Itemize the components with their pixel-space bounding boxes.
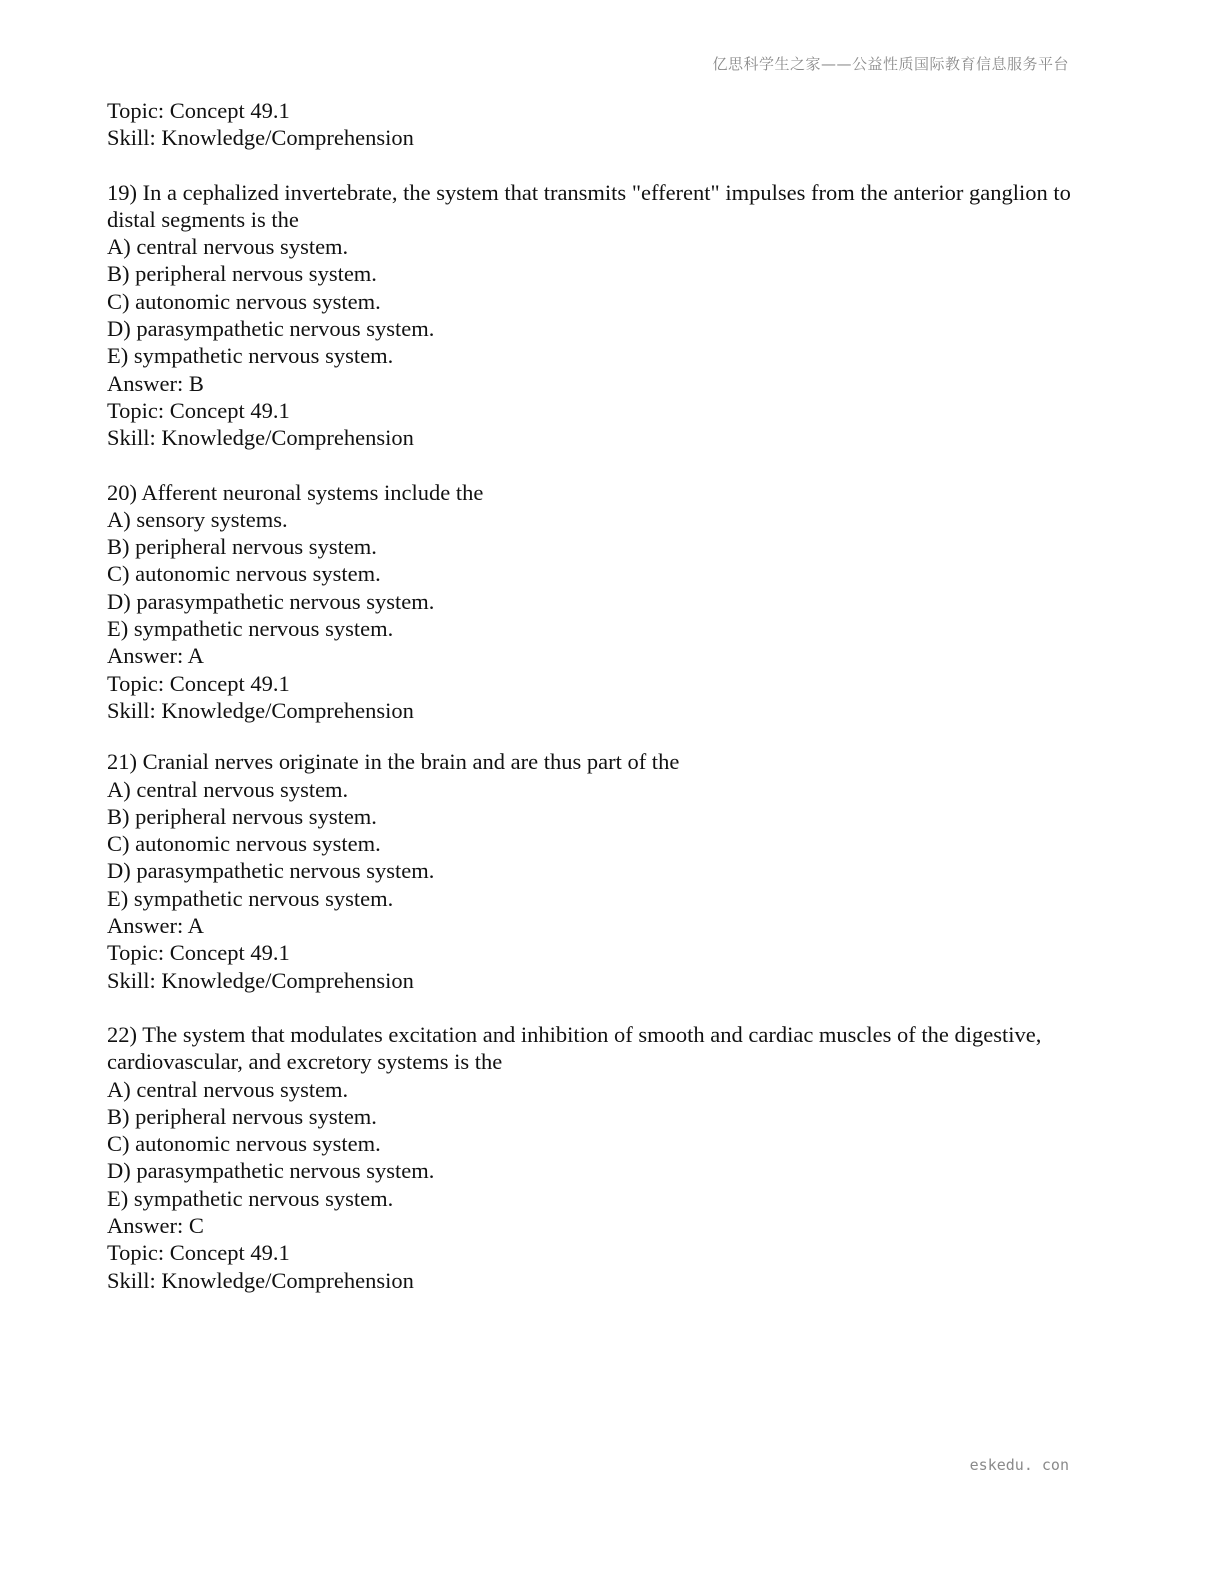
topic-line: Topic: Concept 49.1 bbox=[107, 397, 290, 423]
option-c: C) autonomic nervous system. bbox=[107, 561, 381, 587]
option-b: B) peripheral nervous system. bbox=[107, 1103, 377, 1129]
question-19 bbox=[107, 179, 1117, 452]
option-c: C) autonomic nervous system. bbox=[107, 831, 381, 857]
option-c: C) autonomic nervous system. bbox=[107, 288, 381, 314]
question-stem: 19) In a cephalized invertebrate, the system that transmits "efferent" impulses from the anterior ganglion to distal segments is the bbox=[107, 179, 1071, 232]
topic-line: Topic: Concept 49.1 bbox=[107, 98, 290, 123]
option-a: A) central nervous system. bbox=[107, 234, 349, 260]
option-b: B) peripheral nervous system. bbox=[107, 803, 377, 829]
skill-line: Skill: Knowledge/Comprehension bbox=[107, 967, 414, 993]
topic-line: Topic: Concept 49.1 bbox=[107, 670, 290, 696]
option-b: B) peripheral nervous system. bbox=[107, 534, 377, 560]
question-stem: 20) Afferent neuronal systems include the bbox=[107, 479, 484, 505]
option-a: A) sensory systems. bbox=[107, 506, 288, 532]
footer-watermark: eskedu. con bbox=[969, 1456, 1069, 1474]
skill-line: Skill: Knowledge/Comprehension bbox=[107, 697, 414, 723]
option-d: D) parasympathetic nervous system. bbox=[107, 858, 435, 884]
answer-line: Answer: C bbox=[107, 1212, 204, 1238]
header-watermark: 亿思科学生之家——公益性质国际教育信息服务平台 bbox=[712, 55, 1069, 73]
skill-line: Skill: Knowledge/Comprehension bbox=[107, 425, 414, 451]
question-21 bbox=[107, 748, 1117, 994]
skill-line: Skill: Knowledge/Comprehension bbox=[107, 1267, 414, 1293]
answer-line: Answer: A bbox=[107, 643, 204, 669]
option-a: A) central nervous system. bbox=[107, 1076, 349, 1102]
document-body bbox=[107, 97, 1117, 1321]
option-e: E) sympathetic nervous system. bbox=[107, 343, 394, 369]
option-e: E) sympathetic nervous system. bbox=[107, 1185, 394, 1211]
topic-line: Topic: Concept 49.1 bbox=[107, 1240, 290, 1266]
option-e: E) sympathetic nervous system. bbox=[107, 885, 394, 911]
skill-line: Skill: Knowledge/Comprehension bbox=[107, 125, 414, 151]
option-a: A) central nervous system. bbox=[107, 776, 349, 802]
question-stem: 22) The system that modulates excitation and inhibition of smooth and cardiac muscles of the digestive, cardiovascular, and excretory systems is the bbox=[107, 1021, 1042, 1075]
question-stem: 21) Cranial nerves originate in the brain and are thus part of the bbox=[107, 749, 680, 775]
question-20 bbox=[107, 479, 1117, 725]
option-d: D) parasympathetic nervous system. bbox=[107, 1158, 435, 1184]
topic-line: Topic: Concept 49.1 bbox=[107, 940, 290, 966]
option-d: D) parasympathetic nervous system. bbox=[107, 588, 435, 614]
intro-block bbox=[107, 97, 1117, 152]
option-d: D) parasympathetic nervous system. bbox=[107, 316, 435, 342]
answer-line: Answer: A bbox=[107, 913, 204, 939]
option-c: C) autonomic nervous system. bbox=[107, 1131, 381, 1157]
option-e: E) sympathetic nervous system. bbox=[107, 616, 394, 642]
question-22 bbox=[107, 1021, 1117, 1294]
option-b: B) peripheral nervous system. bbox=[107, 261, 377, 287]
answer-line: Answer: B bbox=[107, 370, 204, 396]
